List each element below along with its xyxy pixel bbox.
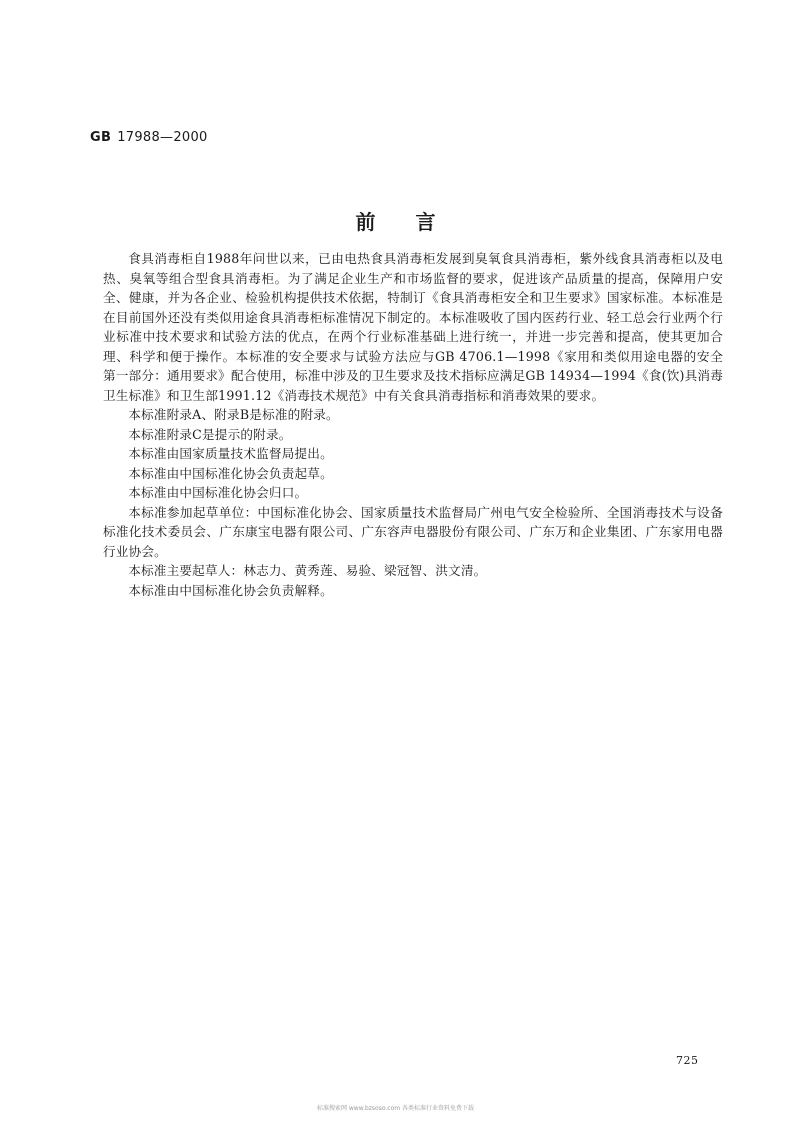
paragraph-participating-units: 本标准参加起草单位：中国标准化协会、国家质量技术监督局广州电气安全检验所、全国消毒技术与设备标准化技术委员会、广东康宝电器有限公司、广东容声电器股份有限公司、广东万和企业集团、广东家用电器行业协会。 [103,504,723,559]
page-number: 725 [676,1054,699,1067]
page-title: 前言 [355,210,476,234]
paragraph-drafted-by: 本标准由中国标准化协会负责起草。 [128,465,333,481]
foreword-body [103,249,736,600]
paragraph-main-drafters: 本标准主要起草人：林志力、黄秀莲、易验、梁冠智、洪文清。 [128,563,487,578]
paragraph-administered-by: 本标准由中国标准化协会归口。 [128,485,308,500]
paragraph-interpreted-by: 本标准由中国标准化协会负责解释。 [128,582,333,598]
paragraph-appendix-ab: 本标准附录A、附录B是标准的附录。 [128,407,339,422]
paragraph-appendix-c: 本标准附录C是提示的附录。 [128,426,292,442]
standard-prefix: GB [90,130,112,145]
paragraph-proposed-by: 本标准由国家质量技术监督局提出。 [128,446,333,461]
paragraph-intro: 食具消毒柜自1988年问世以来，已由电热食具消毒柜发展到臭氧食具消毒柜，紫外线食具消毒柜以及电热、臭氧等组合型食具消毒柜。为了满足企业生产和市场监督的要求，促进该产品质量的提高，保障用户安全、健康，并为各企业、检验机构提供技术依据，特制订《食具消毒柜安全和卫生要求》国家标准。本标准是在目前国外还没有类似用途食具消毒柜标准情况下制定的。本标准吸收了国内医药行业、轻工总会行业两个行业标准中技术要求和试验方法的优点，在两个行业标准基础上进行统一，并进一步完善和提高，使其更加合理、科学和便于操作。本标准的安全要求与试验方法应与GB 4706.1—1998《家用和类似用途电器的安全 第一部分：通用要求》配合使用，标准中涉及的卫生要求及技术指标应满足GB 14934—1994《食(饮)具消毒卫生标准》和卫生部1991.12《消毒技术规范》中有关食具消毒指标和消毒效果的要求。 [103,251,736,403]
footer-watermark: 标准搜索网 www.bzsoso.com 各类标准行业资料免费下载 [316,1105,475,1112]
standard-number: 17988—2000 [117,130,208,145]
standard-code [90,130,208,145]
